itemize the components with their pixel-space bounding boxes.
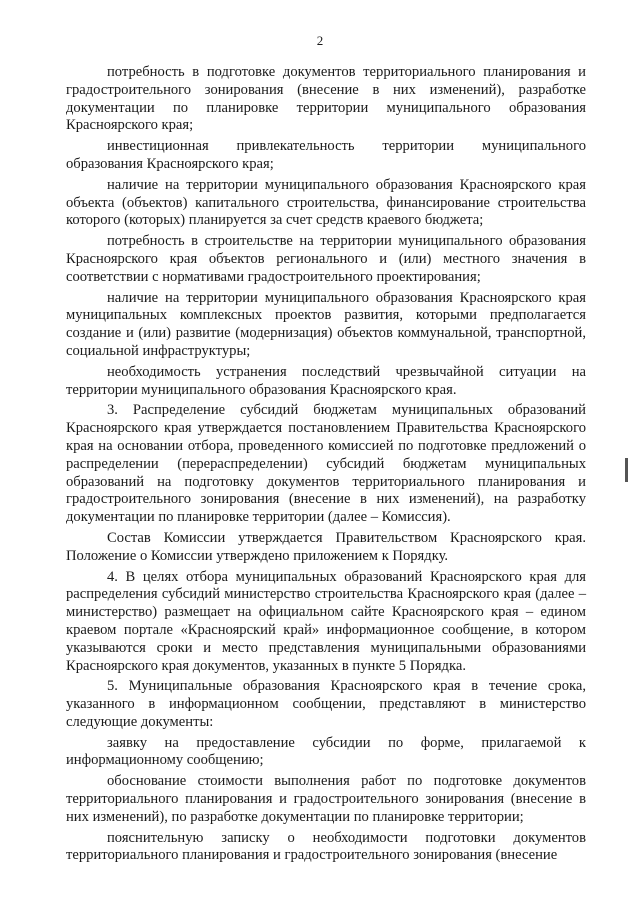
paragraph: заявку на предоставление субсидии по форме, прилагаемой к информационному сообщению; [66, 734, 586, 769]
paragraph: обоснование стоимости выполнения работ по подготовке документов территориального планирования и градостроительного зонирования (внесение в них изменений), по разработке документации по планировке территории; [66, 773, 586, 825]
paragraph: инвестиционная привлекательность территории муниципального образования Красноярского края; [66, 138, 586, 172]
paragraph: необходимость устранения последствий чрезвычайной ситуации на территории муниципального образования Красноярского края. [66, 363, 586, 398]
document-body [66, 64, 586, 865]
page-number: 2 [316, 33, 324, 48]
paragraph: 3. Распределение субсидий бюджетам муниципальных образований Красноярского края утверждается постановлением Правительства Красноярского края на основании отбора, проведенного комиссией по подготовке предложений о распределении (перераспределении) субсидий бюджетам муниципальных образований на подготовку документов территориального планирования и градостроительного зонирования (внесение в них изменений), на разработку документации по планировке территории (далее – Комиссия). [66, 402, 586, 526]
paragraph: 4. В целях отбора муниципальных образований Красноярского края для распределения субсидий министерство строительства Красноярского края (далее – министерство) размещает на официальном сайте Красноярского края – едином краевом портале «Красноярский край» информационное сообщение, в котором указываются сроки и место представления муниципальными образованиями Красноярского края документов, указанных в пункте 5 Порядка. [66, 568, 586, 674]
paragraph: потребность в подготовке документов территориального планирования и градостроительного зонирования (внесение в них изменений), разработке документации по планировке территории муниципального образования Красноярского края; [66, 64, 586, 134]
scan-margin-mark [625, 458, 628, 482]
paragraph: 5. Муниципальные образования Красноярского края в течение срока, указанного в информационном сообщении, представляют в министерство следующие документы: [66, 678, 586, 730]
paragraph: наличие на территории муниципального образования Красноярского края объекта (объектов) капитального строительства, финансирование строительства которого (которых) планируется за счет средств краевого бюджета; [66, 176, 586, 229]
paragraph: наличие на территории муниципального образования Красноярского края муниципальных комплексных проектов развития, которыми предполагается создание и (или) развитие (модернизация) объектов коммунальной, транспортной, социальной инфраструктуры; [66, 289, 586, 359]
paragraph: Состав Комиссии утверждается Правительством Красноярского края. Положение о Комиссии утверждено приложением к Порядку. [66, 529, 586, 564]
paragraph: потребность в строительстве на территории муниципального образования Красноярского края объектов регионального и (или) местного значения в соответствии с нормативами градостроительного проектирования; [66, 233, 586, 285]
paragraph: пояснительную записку о необходимости подготовки документов территориального планирования и градостроительного зонирования (внесение [66, 829, 586, 864]
